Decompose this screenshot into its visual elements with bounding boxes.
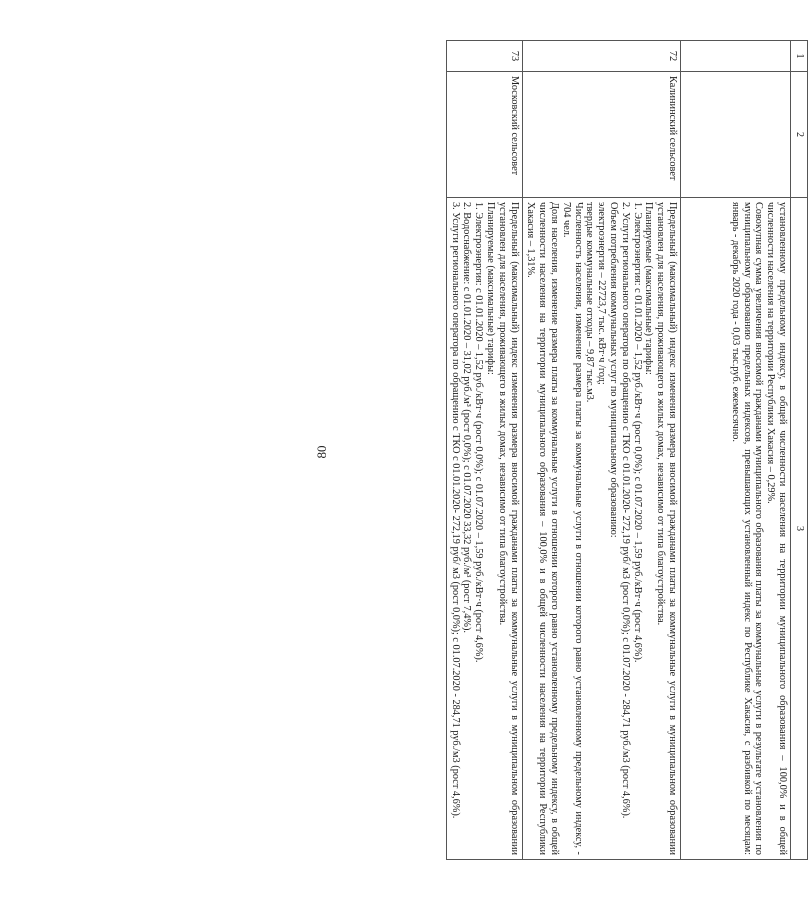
text-line: установленному предельному индексу, в общей численности населения на территории муниципального образования – 100,0% и в общей численности населения на территории Республики Хакасия – 0,29%. (765, 202, 788, 855)
text-line: 2. Услуги регионального оператора по обращению с ТКО с 01.01.2020- 272,19 руб/ м3 (рост 0,0%); с 01.07.2020 - 284,71 руб./м3 (рост 4,6%). (619, 202, 631, 819)
text-line: Предельный (максимальный) индекс изменения размера вносимой гражданами платы за коммунальные услуги в муниципальном образовании установлен для населения, проживающего в жилых домах, независимо от типа благоустройства. (655, 202, 678, 855)
header-row (791, 41, 808, 860)
text-line: 3. Услуги регионального оператора по обращению с ТКО с 01.01.2020- 272,19 руб/ м3 (рост 0,0%); с 01.07.2020 - 284,71 руб./м3 (рост 4,6%). (449, 202, 461, 819)
text-line: Планируемые (максимальные) тарифы: (643, 202, 655, 375)
header-col-2: 2 (791, 72, 808, 198)
row-number (681, 41, 791, 72)
table-row (446, 41, 522, 860)
municipality-name (681, 72, 791, 198)
header-col-1: 1 (791, 41, 808, 72)
text-line: твердые коммунальные отходы – 9,87 тыс.м3. (584, 202, 596, 403)
text-line: 1. Электроэнергия: с 01.01.2020 – 1,52 руб./кВт·ч (рост 0,0%); с 01.07.2020 – 1,59 руб./кВт·ч (рост 4,6%). (631, 202, 643, 663)
text-line: Предельный (максимальный) индекс изменения размера вносимой гражданами платы за коммунальные услуги в муниципальном образовании установлен для населения, проживающего в жилых домах, независимо от типа благоустройства. (496, 202, 520, 855)
page-number: 80 (314, 445, 329, 459)
municipality-name: Калининский сельсовет (522, 72, 680, 198)
text-line: Численность населения, изменение размера платы за коммунальные услуги в отношении которого равно установленному предельному индексу, - 704 чел. (560, 202, 584, 855)
tariff-table (446, 40, 808, 860)
row-description (681, 198, 791, 860)
row-description (446, 198, 522, 860)
row-description (522, 198, 680, 860)
text-line: Планируемые (максимальные) тарифы: (485, 202, 497, 375)
rotated-table-wrapper (449, 40, 808, 860)
text-line: Совокупная сумма увеличения вносимой гражданами муниципального образования платы за коммунальные услуги в результате установления по муниципальному образованию предельных индексов, превышающих установленный индекс по Республике Хакасия, с разбивкой по месяцам: январь - декабрь 2020 года - 0,03 тыс.руб. ежемесячно. (729, 202, 765, 855)
row-number: 72 (522, 41, 680, 72)
text-line: Доля населения, изменение размера платы за коммунальные услуги в отношении которого равно установленному предельному индексу, в общей численности населения на территории муниципального образования – 100,0% и в общей численности населения на территории Республики Хакасия – 1,31%. (525, 202, 561, 855)
text-line: 2. Водоснабжение: с 01.01.2020 – 31,02 руб./м³ (рост 0,0%); с 01.07.2020 33,32 руб./м³ (рост 7,4%). (461, 202, 473, 633)
municipality-name: Московский сельсовет (446, 72, 522, 198)
text-line: Объем потребления коммунальных услуг по муниципальному образованию: (608, 202, 620, 538)
table-row (681, 41, 791, 860)
row-number: 73 (446, 41, 522, 72)
table-row (522, 41, 680, 860)
text-line: электроэнергия – 22723,7 тыс. кВт·ч /год; (596, 202, 608, 385)
text-line: 1. Электроэнергия: с 01.01.2020 – 1,52 руб./кВт·ч (рост 0,0%); с 01.07.2020 – 1,59 руб./кВт·ч (рост 4,6%). (473, 202, 485, 663)
header-col-3: 3 (791, 198, 808, 860)
